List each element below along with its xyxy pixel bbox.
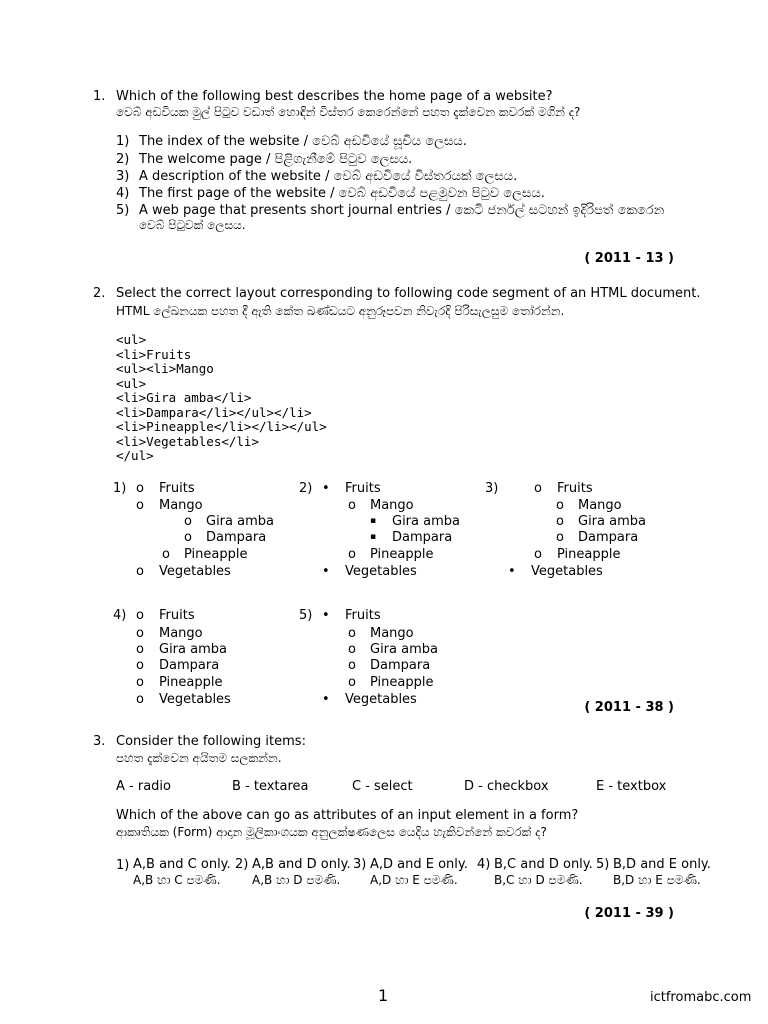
question-text-si: HTML ලේඛනයක පහත දී ඇති කේත ඛණ්ඩයට අනුරූපවන නිවැරදි පිරිසැලසුම තෝරන්න. bbox=[116, 304, 565, 318]
list-item-vegetables: Vegetables bbox=[345, 692, 417, 707]
code-line: <li>Pineapple</li></li></ul> bbox=[116, 419, 327, 434]
question-reference: ( 2011 - 39 ) bbox=[584, 906, 674, 921]
list-item-pineapple: Pineapple bbox=[184, 547, 248, 562]
option-number: 1) bbox=[116, 858, 130, 873]
circle-bullet: o bbox=[136, 564, 144, 579]
circle-bullet: o bbox=[184, 514, 192, 529]
option-text-en: B,C and D only. bbox=[494, 857, 593, 872]
disc-bullet: • bbox=[322, 608, 330, 623]
option-text-si: A,D හා E පමණි. bbox=[370, 873, 458, 887]
question-text-si: පහත දැක්වෙන අයිතම සලකන්න. bbox=[116, 751, 282, 765]
disc-bullet: • bbox=[322, 564, 330, 579]
option-number: 3) bbox=[116, 169, 130, 184]
option-text-en: A,B and D only. bbox=[252, 857, 351, 872]
circle-bullet: o bbox=[348, 547, 356, 562]
question-number: 2. bbox=[93, 286, 106, 301]
list-item-gira-amba: Gira amba bbox=[578, 514, 646, 529]
option-number: 5) bbox=[116, 203, 130, 218]
circle-bullet: o bbox=[162, 547, 170, 562]
circle-bullet: o bbox=[136, 658, 144, 673]
code-line: </ul> bbox=[116, 448, 154, 463]
code-line: <ul> bbox=[116, 376, 147, 391]
circle-bullet: o bbox=[348, 498, 356, 513]
circle-bullet: o bbox=[348, 658, 356, 673]
circle-bullet: o bbox=[534, 481, 542, 496]
list-item-vegetables: Vegetables bbox=[345, 564, 417, 579]
question-text-en: Consider the following items: bbox=[116, 734, 306, 749]
option-text: The first page of the website / වෙබ් අඩවියේ පළමුවන පිටුව ලෙසය. bbox=[139, 186, 545, 201]
list-item-dampara: Dampara bbox=[392, 530, 453, 545]
code-line: <li>Fruits bbox=[116, 347, 192, 362]
list-item-fruits: Fruits bbox=[345, 481, 381, 496]
option-text: A web page that presents short journal entries / කෙටි ජර්නල් සටහන් ඉදිරිපත් කෙරෙන bbox=[139, 203, 665, 218]
code-line: <li>Vegetables</li> bbox=[116, 434, 259, 449]
disc-bullet: • bbox=[322, 481, 330, 496]
option-text: The index of the website / වෙබ් අඩවියේ සූචිය ලෙසය. bbox=[139, 134, 467, 149]
question-text-en: Which of the following best describes the home page of a website? bbox=[116, 89, 553, 104]
option-text: The welcome page / පිළිගැනීමේ පිටුව ලෙසය. bbox=[139, 152, 413, 167]
list-item-dampara: Dampara bbox=[206, 530, 267, 545]
circle-bullet: o bbox=[556, 530, 564, 545]
circle-bullet: o bbox=[348, 642, 356, 657]
list-item-mango: Mango bbox=[159, 626, 203, 641]
circle-bullet: o bbox=[136, 626, 144, 641]
list-item-dampara: Dampara bbox=[370, 658, 431, 673]
footer-site: ictfromabc.com bbox=[650, 990, 752, 1005]
list-item-mango: Mango bbox=[370, 626, 414, 641]
question-text-en: Select the correct layout corresponding to following code segment of an HTML document. bbox=[116, 286, 701, 301]
circle-bullet: o bbox=[184, 530, 192, 545]
circle-bullet: o bbox=[556, 514, 564, 529]
option-text-en: A,B and C only. bbox=[133, 857, 231, 872]
square-bullet: ▪ bbox=[370, 532, 377, 542]
option-number: 2) bbox=[299, 481, 313, 496]
option-number: 4) bbox=[113, 608, 127, 623]
list-item-dampara: Dampara bbox=[159, 658, 220, 673]
question-sub-si: ආකෘතියක (Form) ආදාන මූලිකාංගයක අනුලක්ෂණලෙස යෙදිය හැකිවන්නේ කවරක් ද? bbox=[116, 825, 547, 839]
question-number: 3. bbox=[93, 734, 106, 749]
question-reference: ( 2011 - 38 ) bbox=[584, 700, 674, 715]
list-item-pineapple: Pineapple bbox=[159, 675, 223, 690]
option-number: 5) bbox=[596, 857, 610, 872]
list-item-fruits: Fruits bbox=[159, 481, 195, 496]
question-text-si: වෙබ් අඩවියක මුල් පිටුව වඩාත් හොඳින් විස්තර කෙරෙන්නේ පහත දැක්වෙන කවරක් මගින් ද? bbox=[116, 105, 581, 119]
question-sub-en: Which of the above can go as attributes of an input element in a form? bbox=[116, 808, 579, 823]
option-text-continued: වෙබ් පිටුවක් ලෙසය. bbox=[139, 218, 246, 232]
circle-bullet: o bbox=[136, 642, 144, 657]
option-number: 1) bbox=[116, 134, 130, 149]
option-number: 2) bbox=[116, 152, 130, 167]
code-line: <li>Gira amba</li> bbox=[116, 390, 252, 405]
option-text: A description of the website / වෙබ් අඩවියේ විස්තරයක් ලෙසය. bbox=[139, 169, 518, 184]
option-number: 3) bbox=[353, 857, 367, 872]
option-text-si: B,C හා D පමණි. bbox=[494, 873, 583, 887]
option-text-en: A,D and E only. bbox=[370, 857, 468, 872]
circle-bullet: o bbox=[136, 608, 144, 623]
list-item-gira-amba: Gira amba bbox=[159, 642, 227, 657]
circle-bullet: o bbox=[348, 675, 356, 690]
code-line: <ul> bbox=[116, 332, 147, 347]
list-item-vegetables: Vegetables bbox=[159, 692, 231, 707]
disc-bullet: • bbox=[508, 564, 516, 579]
option-number: 2) bbox=[235, 857, 249, 872]
circle-bullet: o bbox=[136, 675, 144, 690]
circle-bullet: o bbox=[534, 547, 542, 562]
question-number: 1. bbox=[93, 89, 106, 104]
disc-bullet: • bbox=[322, 692, 330, 707]
option-number: 4) bbox=[116, 186, 130, 201]
item-e: E - textbox bbox=[596, 779, 667, 794]
list-item-dampara: Dampara bbox=[578, 530, 639, 545]
circle-bullet: o bbox=[136, 481, 144, 496]
list-item-gira-amba: Gira amba bbox=[392, 514, 460, 529]
list-item-pineapple: Pineapple bbox=[370, 675, 434, 690]
square-bullet: ▪ bbox=[370, 516, 377, 526]
list-item-pineapple: Pineapple bbox=[370, 547, 434, 562]
question-reference: ( 2011 - 13 ) bbox=[584, 251, 674, 266]
list-item-fruits: Fruits bbox=[557, 481, 593, 496]
list-item-vegetables: Vegetables bbox=[159, 564, 231, 579]
list-item-mango: Mango bbox=[578, 498, 622, 513]
list-item-gira-amba: Gira amba bbox=[206, 514, 274, 529]
option-number: 1) bbox=[113, 481, 127, 496]
item-d: D - checkbox bbox=[464, 779, 549, 794]
page-number: 1 bbox=[378, 986, 389, 1005]
option-text-en: B,D and E only. bbox=[613, 857, 711, 872]
list-item-fruits: Fruits bbox=[159, 608, 195, 623]
code-line: <li>Dampara</li></ul></li> bbox=[116, 405, 312, 420]
circle-bullet: o bbox=[136, 692, 144, 707]
circle-bullet: o bbox=[136, 498, 144, 513]
option-text-si: A,B හා D පමණි. bbox=[252, 873, 341, 887]
option-number: 4) bbox=[477, 857, 491, 872]
item-a: A - radio bbox=[116, 779, 171, 794]
item-c: C - select bbox=[352, 779, 413, 794]
list-item-mango: Mango bbox=[370, 498, 414, 513]
list-item-mango: Mango bbox=[159, 498, 203, 513]
option-text-si: B,D හා E පමණි. bbox=[613, 873, 701, 887]
circle-bullet: o bbox=[348, 626, 356, 641]
option-number: 5) bbox=[299, 608, 313, 623]
option-number: 3) bbox=[485, 481, 499, 496]
option-text-si: A,B හා C පමණි. bbox=[133, 873, 221, 887]
list-item-pineapple: Pineapple bbox=[557, 547, 621, 562]
code-line: <ul><li>Mango bbox=[116, 361, 214, 376]
list-item-vegetables: Vegetables bbox=[531, 564, 603, 579]
list-item-gira-amba: Gira amba bbox=[370, 642, 438, 657]
item-b: B - textarea bbox=[232, 779, 309, 794]
circle-bullet: o bbox=[556, 498, 564, 513]
list-item-fruits: Fruits bbox=[345, 608, 381, 623]
